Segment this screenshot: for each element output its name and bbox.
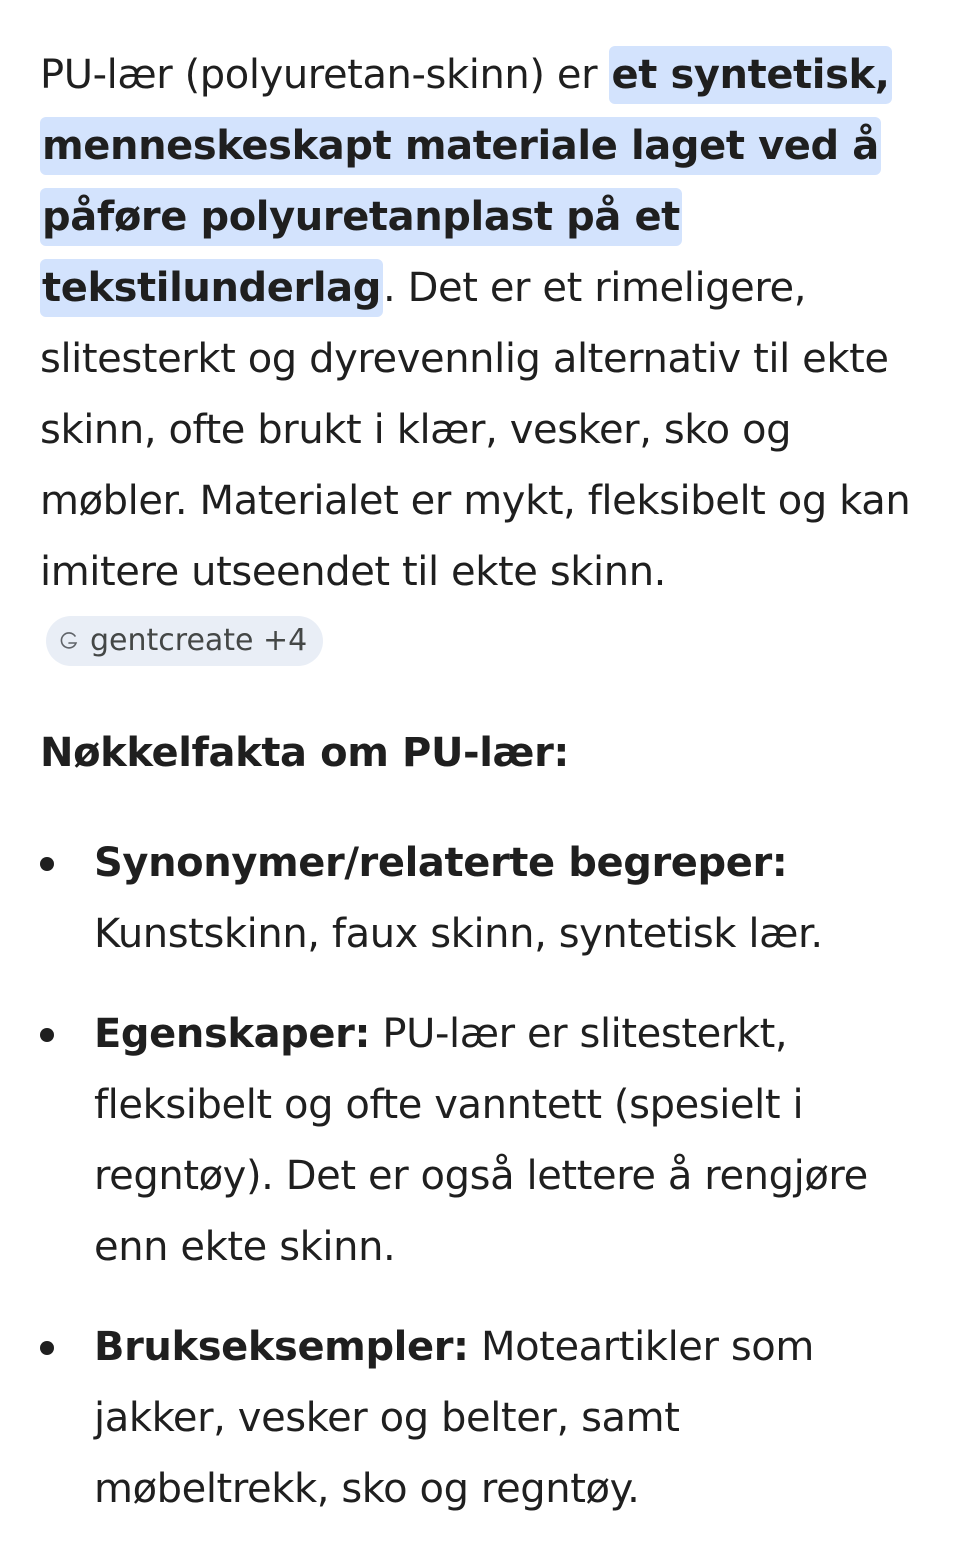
bullet-icon (40, 1341, 54, 1355)
fact-text: Kunstskinn, faux skinn, syntetisk lær. (94, 911, 823, 957)
source-chip-label: gentcreate +4 (90, 623, 308, 658)
list-item (40, 999, 920, 1283)
list-item (40, 1312, 920, 1525)
answer-body (40, 40, 920, 679)
intro-rest: . Det er et rimeligere, slitesterkt og dyrevennlig alternativ til ekte skinn, ofte brukt i klær, vesker, sko og møbler. Materialet er mykt, fleksibelt og kan imitere utseendet til ekte skinn. (40, 265, 911, 595)
section-title: Nøkkelfakta om PU-lær: (40, 730, 569, 776)
highlighted-definition[interactable]: et syntetisk, menneskeskapt materiale laget ved å påføre polyuretanplast på et tekstilunderlag (40, 46, 892, 317)
source-chip[interactable] (46, 616, 323, 666)
fact-text: Moteartikler som jakker, vesker og belter, samt møbeltrekk, sko og regntøy. (94, 1324, 814, 1512)
key-facts-list (40, 828, 920, 1554)
fact-term: Synonymer/relaterte begreper: (94, 840, 788, 886)
fact-text: PU-lær er slitesterkt, fleksibelt og ofte vanntett (spesielt i regntøy). Det er også lettere å rengjøre enn ekte skinn. (94, 1011, 868, 1270)
fact-term: Brukseksempler: (94, 1324, 469, 1370)
fact-term: Egenskaper: (94, 1011, 371, 1057)
bullet-icon (40, 1028, 54, 1042)
bullet-icon (40, 857, 54, 871)
source-logo-icon (58, 630, 80, 652)
intro-paragraph (40, 40, 920, 679)
list-item (40, 828, 920, 970)
intro-lead: PU-lær (polyuretan-skinn) er (40, 52, 610, 98)
